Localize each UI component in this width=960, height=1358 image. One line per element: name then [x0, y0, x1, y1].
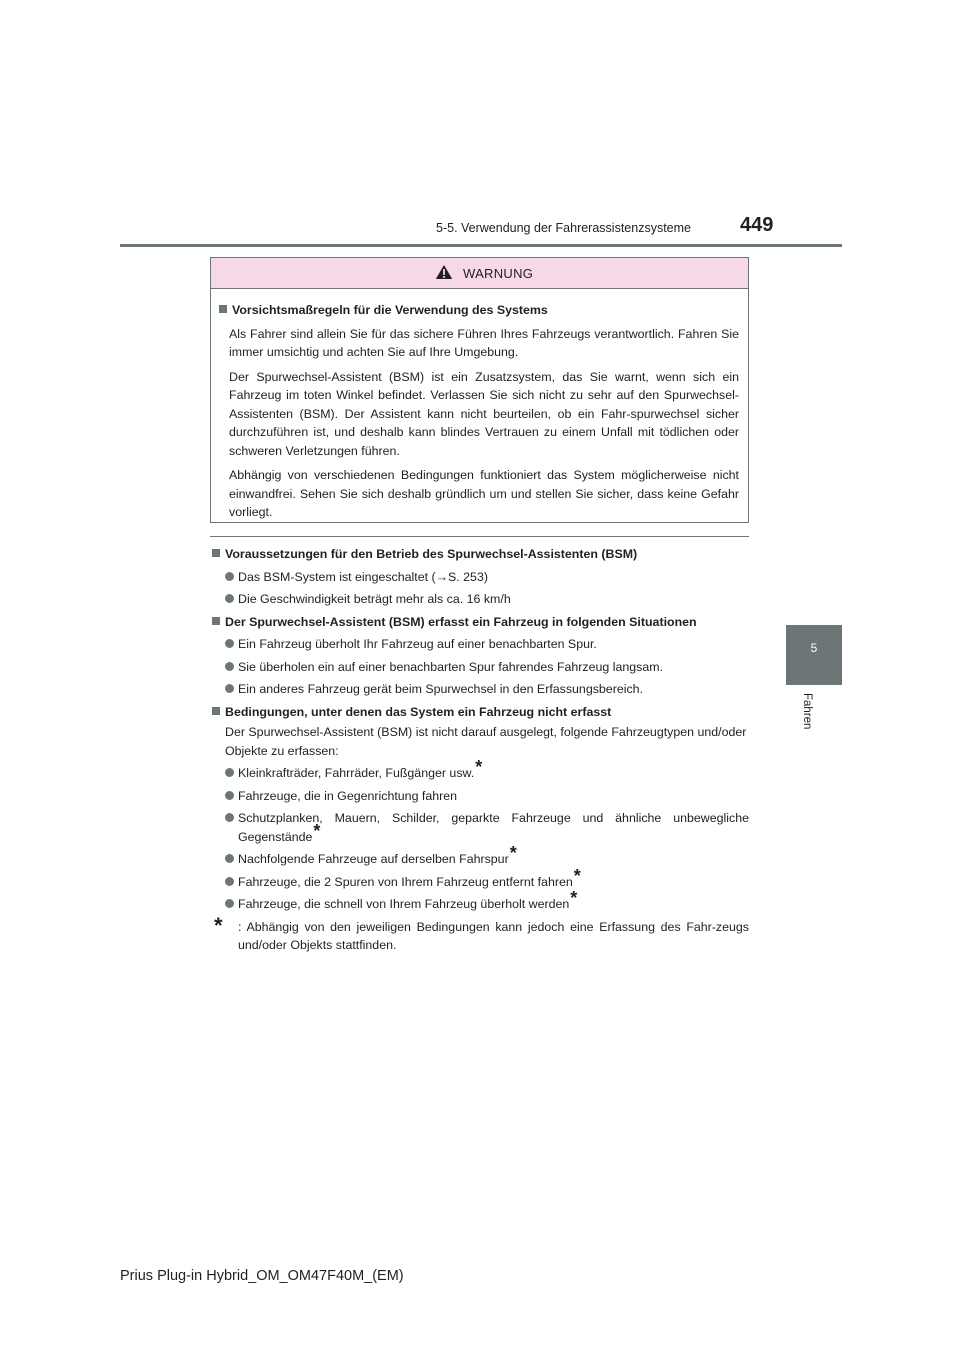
- list-item-text: Fahrzeuge, die 2 Spuren von Ihrem Fahrzeug entfernt fahren: [238, 874, 573, 889]
- warning-heading-text: Vorsichtsmaßregeln für die Verwendung des Systems: [232, 303, 548, 317]
- square-bullet-icon: [212, 707, 220, 715]
- list-item: [212, 757, 749, 783]
- warning-title: WARNUNG: [463, 266, 534, 281]
- list-item-text: Schutzplanken, Mauern, Schilder, geparkte Fahrzeuge und ähnliche unbewegliche Gegenstände: [238, 811, 749, 844]
- list-item: [212, 809, 749, 846]
- warning-paragraph: Der Spurwechsel-Assistent (BSM) ist ein Zusatzsystem, das Sie warnt, wenn sich ein Fahrzeug im toten Winkel befindet. Verlassen Sie sich nicht zu sehr auf den Spurwechsel-Assistenten (BSM). Der Assistent kann nicht beurteilen, ob ein Fahr-spurwechsel sicher durchzuführen ist, und deshalb kann blindes Vertrauen zu einem Unfall mit tödlichen oder schweren Verletzungen führen.: [229, 369, 739, 458]
- bullet-dot-icon: [225, 899, 234, 908]
- list-item-text: Das BSM-System ist eingeschaltet (→S. 253): [238, 569, 488, 584]
- section-heading: [212, 703, 749, 722]
- footnote-marker: *: [573, 865, 581, 886]
- list-item: [212, 590, 749, 609]
- list-item: [212, 787, 749, 806]
- page-number: 449: [740, 214, 774, 236]
- square-bullet-icon: [212, 549, 220, 557]
- header-section-title: 5-5. Verwendung der Fahrerassistenzsysteme: [436, 221, 691, 235]
- header-rule: [120, 244, 842, 247]
- chapter-label-text: Fahren: [801, 693, 813, 730]
- warning-body: [211, 289, 748, 522]
- warning-paragraph: Als Fahrer sind allein Sie für das sichere Führen Ihres Fahrzeugs verantwortlich. Fahren Sie immer umsichtig und achten Sie auf Ihre Umgebung.: [229, 326, 739, 359]
- page-footer: Prius Plug-in Hybrid_OM_OM47F40M_(EM): [120, 1268, 404, 1284]
- footnote: * : Abhängig von den jeweiligen Bedingungen kann jedoch eine Erfassung des Fahr-zeugs und/oder Objekts stattfinden.: [214, 912, 749, 952]
- list-item: [212, 865, 749, 892]
- bullet-dot-icon: [225, 594, 234, 603]
- square-bullet-icon: [212, 617, 220, 625]
- section-heading-text: Voraussetzungen für den Betrieb des Spurwechsel-Assistenten (BSM): [225, 547, 638, 561]
- bullet-dot-icon: [225, 639, 234, 648]
- bullet-dot-icon: [225, 572, 234, 581]
- list-item: [212, 635, 749, 654]
- main-content: [212, 545, 749, 955]
- warning-triangle-icon: [435, 264, 453, 280]
- chapter-number: 5: [810, 641, 818, 655]
- section-intro: Der Spurwechsel-Assistent (BSM) ist nicht darauf ausgelegt, folgende Fahrzeugtypen und/oder Objekte zu erfassen:: [225, 725, 747, 758]
- warning-paragraph: Abhängig von verschiedenen Bedingungen funktioniert das System möglicherweise nicht einwandfrei. Sehen Sie sich deshalb gründlich um und stellen Sie sicher, dass keine Gefahr vorliegt.: [229, 468, 739, 519]
- list-item: [212, 658, 749, 677]
- bullet-dot-icon: [225, 684, 234, 693]
- section-heading: [212, 545, 749, 564]
- bullet-dot-icon: [225, 877, 234, 886]
- bullet-dot-icon: [225, 662, 234, 671]
- bullet-dot-icon: [225, 791, 234, 800]
- list-item-text: Fahrzeuge, die in Gegenrichtung fahren: [238, 788, 458, 803]
- section-divider: [210, 536, 749, 537]
- warning-header: [211, 258, 748, 289]
- section-heading-text: Der Spurwechsel-Assistent (BSM) erfasst ein Fahrzeug in folgenden Situationen: [225, 614, 697, 629]
- list-item: [212, 888, 749, 914]
- chapter-label: [798, 693, 828, 753]
- list-item-text: Fahrzeuge, die schnell von Ihrem Fahrzeug überholt werden: [238, 897, 570, 911]
- footnote-marker: *: [509, 843, 517, 863]
- list-item: [212, 843, 749, 869]
- footnote-marker: *: [570, 888, 578, 908]
- warning-box: [210, 257, 749, 523]
- bullet-dot-icon: [225, 813, 234, 822]
- warning-heading: [219, 301, 739, 320]
- list-item: [212, 680, 749, 699]
- list-item-text: Ein Fahrzeug überholt Ihr Fahrzeug auf einer benachbarten Spur.: [238, 637, 597, 651]
- square-bullet-icon: [219, 305, 227, 313]
- list-item-text: Nachfolgende Fahrzeuge auf derselben Fahrspur: [238, 852, 509, 866]
- section-heading-text: Bedingungen, unter denen das System ein Fahrzeug nicht erfasst: [225, 704, 612, 719]
- list-item: [212, 568, 749, 587]
- footnote-marker: *: [313, 820, 321, 841]
- footnote-marker: *: [475, 757, 483, 777]
- bullet-dot-icon: [225, 768, 234, 777]
- bullet-dot-icon: [225, 854, 234, 863]
- section-heading: [212, 613, 749, 632]
- list-item-text: Ein anderes Fahrzeug gerät beim Spurwechsel in den Erfassungsbereich.: [238, 682, 643, 696]
- list-item-text: Die Geschwindigkeit beträgt mehr als ca. 16 km/h: [238, 592, 511, 606]
- list-item-text: Kleinkrafträder, Fahrräder, Fußgänger usw.: [238, 766, 475, 780]
- footnote-text: : Abhängig von den jeweiligen Bedingungen kann jedoch eine Erfassung des Fahr-zeugs und/oder Objekts stattfinden.: [238, 919, 749, 952]
- list-item-text: Sie überholen ein auf einer benachbarten Spur fahrendes Fahrzeug langsam.: [238, 659, 664, 674]
- chapter-tab: [786, 625, 842, 685]
